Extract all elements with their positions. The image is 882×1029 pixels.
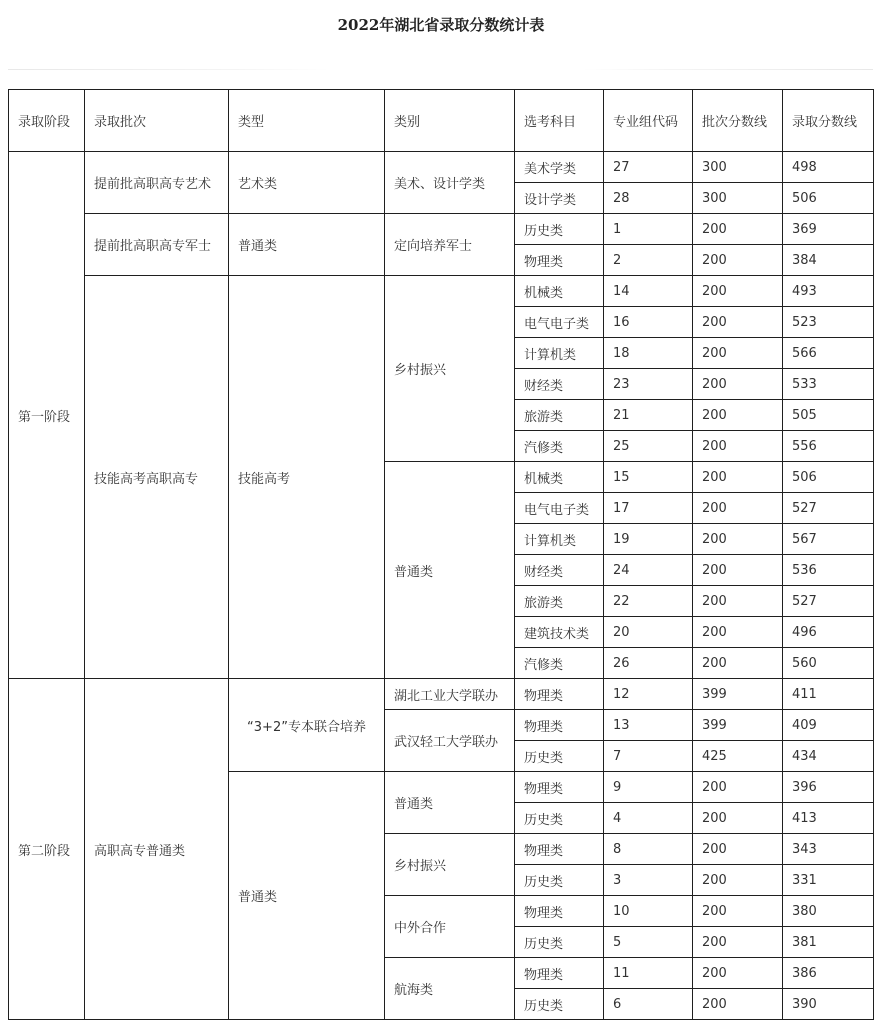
batch-line-cell: 399 (693, 710, 783, 741)
batch-cell: 提前批高职高专军士 (85, 214, 229, 276)
admit-line-cell: 411 (783, 679, 874, 710)
group-code-cell: 24 (604, 555, 693, 586)
subject-cell: 设计学类 (515, 183, 604, 214)
header-category: 类别 (385, 90, 515, 152)
header-batch: 录取批次 (85, 90, 229, 152)
category-cell: 乡村振兴 (385, 276, 515, 462)
subject-cell: 财经类 (515, 555, 604, 586)
group-code-cell: 13 (604, 710, 693, 741)
stage-cell: 第一阶段 (9, 152, 85, 679)
group-code-cell: 18 (604, 338, 693, 369)
subject-cell: 电气电子类 (515, 307, 604, 338)
batch-line-cell: 200 (693, 865, 783, 896)
group-code-cell: 2 (604, 245, 693, 276)
subject-cell: 旅游类 (515, 586, 604, 617)
group-code-cell: 21 (604, 400, 693, 431)
batch-line-cell: 200 (693, 276, 783, 307)
admit-line-cell: 527 (783, 586, 874, 617)
admit-line-cell: 536 (783, 555, 874, 586)
group-code-cell: 15 (604, 462, 693, 493)
page-title: 2022年湖北省录取分数统计表 (337, 16, 545, 35)
category-cell: 武汉轻工大学联办 (385, 710, 515, 772)
category-cell: 乡村振兴 (385, 834, 515, 896)
admit-line-cell: 380 (783, 896, 874, 927)
admit-line-cell: 506 (783, 462, 874, 493)
admit-line-cell: 381 (783, 927, 874, 958)
admit-line-cell: 523 (783, 307, 874, 338)
admit-line-cell: 498 (783, 152, 874, 183)
group-code-cell: 20 (604, 617, 693, 648)
batch-line-cell: 200 (693, 617, 783, 648)
category-cell: 普通类 (385, 462, 515, 679)
group-code-cell: 8 (604, 834, 693, 865)
group-code-cell: 10 (604, 896, 693, 927)
subject-cell: 历史类 (515, 741, 604, 772)
group-code-cell: 22 (604, 586, 693, 617)
type-cell: 技能高考 (229, 276, 385, 679)
batch-line-cell: 425 (693, 741, 783, 772)
score-table (8, 89, 874, 1020)
subject-cell: 物理类 (515, 679, 604, 710)
batch-line-cell: 399 (693, 679, 783, 710)
group-code-cell: 27 (604, 152, 693, 183)
admit-line-cell: 369 (783, 214, 874, 245)
subject-cell: 建筑技术类 (515, 617, 604, 648)
batch-line-cell: 200 (693, 648, 783, 679)
subject-cell: 计算机类 (515, 338, 604, 369)
group-code-cell: 5 (604, 927, 693, 958)
group-code-cell: 4 (604, 803, 693, 834)
batch-line-cell: 200 (693, 431, 783, 462)
batch-line-cell: 200 (693, 896, 783, 927)
batch-line-cell: 200 (693, 586, 783, 617)
batch-cell: 技能高考高职高专 (85, 276, 229, 679)
admit-line-cell: 343 (783, 834, 874, 865)
batch-line-cell: 200 (693, 524, 783, 555)
header-subject: 选考科目 (515, 90, 604, 152)
batch-line-cell: 200 (693, 462, 783, 493)
admit-line-cell: 384 (783, 245, 874, 276)
batch-line-cell: 200 (693, 927, 783, 958)
type-cell: 普通类 (229, 772, 385, 1020)
category-cell: 普通类 (385, 772, 515, 834)
subject-cell: 历史类 (515, 865, 604, 896)
table-row (9, 214, 874, 245)
type-cell: 普通类 (229, 214, 385, 276)
header-batch-line: 批次分数线 (693, 90, 783, 152)
batch-line-cell: 300 (693, 183, 783, 214)
group-code-cell: 11 (604, 958, 693, 989)
category-cell: 湖北工业大学联办 (385, 679, 515, 710)
group-code-cell: 26 (604, 648, 693, 679)
batch-line-cell: 200 (693, 369, 783, 400)
subject-cell: 计算机类 (515, 524, 604, 555)
admit-line-cell: 527 (783, 493, 874, 524)
subject-cell: 汽修类 (515, 648, 604, 679)
admit-line-cell: 505 (783, 400, 874, 431)
admit-line-cell: 413 (783, 803, 874, 834)
batch-cell: 高职高专普通类 (85, 679, 229, 1020)
admit-line-cell: 556 (783, 431, 874, 462)
group-code-cell: 9 (604, 772, 693, 803)
admit-line-cell: 566 (783, 338, 874, 369)
batch-line-cell: 200 (693, 958, 783, 989)
table-row (9, 276, 874, 307)
batch-cell: 提前批高职高专艺术 (85, 152, 229, 214)
subject-cell: 汽修类 (515, 431, 604, 462)
divider-left (8, 69, 330, 70)
subject-cell: 物理类 (515, 896, 604, 927)
table-row (9, 152, 874, 183)
subject-cell: 物理类 (515, 834, 604, 865)
group-code-cell: 28 (604, 183, 693, 214)
stage-cell: 第二阶段 (9, 679, 85, 1020)
admit-line-cell: 533 (783, 369, 874, 400)
type-cell: 艺术类 (229, 152, 385, 214)
category-cell: 中外合作 (385, 896, 515, 958)
group-code-cell: 7 (604, 741, 693, 772)
batch-line-cell: 200 (693, 307, 783, 338)
admit-line-cell: 506 (783, 183, 874, 214)
subject-cell: 历史类 (515, 214, 604, 245)
subject-cell: 物理类 (515, 245, 604, 276)
group-code-cell: 12 (604, 679, 693, 710)
batch-line-cell: 200 (693, 803, 783, 834)
batch-line-cell: 200 (693, 245, 783, 276)
batch-line-cell: 200 (693, 555, 783, 586)
subject-cell: 美术学类 (515, 152, 604, 183)
group-code-cell: 6 (604, 989, 693, 1020)
admit-line-cell: 560 (783, 648, 874, 679)
batch-line-cell: 200 (693, 493, 783, 524)
subject-cell: 历史类 (515, 989, 604, 1020)
batch-line-cell: 200 (693, 214, 783, 245)
type-cell: “3+2”专本联合培养 (229, 679, 385, 772)
group-code-cell: 14 (604, 276, 693, 307)
group-code-cell: 17 (604, 493, 693, 524)
divider-right (583, 69, 873, 70)
group-code-cell: 16 (604, 307, 693, 338)
group-code-cell: 19 (604, 524, 693, 555)
header-group-code: 专业组代码 (604, 90, 693, 152)
category-cell: 定向培养军士 (385, 214, 515, 276)
subject-cell: 财经类 (515, 369, 604, 400)
admit-line-cell: 493 (783, 276, 874, 307)
group-code-cell: 23 (604, 369, 693, 400)
admit-line-cell: 434 (783, 741, 874, 772)
table-row (9, 679, 874, 710)
group-code-cell: 1 (604, 214, 693, 245)
batch-line-cell: 300 (693, 152, 783, 183)
subject-cell: 物理类 (515, 710, 604, 741)
admit-line-cell: 386 (783, 958, 874, 989)
header-stage: 录取阶段 (9, 90, 85, 152)
group-code-cell: 25 (604, 431, 693, 462)
batch-line-cell: 200 (693, 400, 783, 431)
subject-cell: 历史类 (515, 803, 604, 834)
batch-line-cell: 200 (693, 772, 783, 803)
admit-line-cell: 496 (783, 617, 874, 648)
batch-line-cell: 200 (693, 834, 783, 865)
admit-line-cell: 567 (783, 524, 874, 555)
subject-cell: 电气电子类 (515, 493, 604, 524)
category-cell: 航海类 (385, 958, 515, 1020)
admit-line-cell: 331 (783, 865, 874, 896)
subject-cell: 机械类 (515, 276, 604, 307)
admit-line-cell: 390 (783, 989, 874, 1020)
admit-line-cell: 409 (783, 710, 874, 741)
admit-line-cell: 396 (783, 772, 874, 803)
header-type: 类型 (229, 90, 385, 152)
category-cell: 美术、设计学类 (385, 152, 515, 214)
subject-cell: 历史类 (515, 927, 604, 958)
table-header-row (9, 90, 874, 152)
subject-cell: 旅游类 (515, 400, 604, 431)
batch-line-cell: 200 (693, 338, 783, 369)
group-code-cell: 3 (604, 865, 693, 896)
subject-cell: 机械类 (515, 462, 604, 493)
subject-cell: 物理类 (515, 958, 604, 989)
subject-cell: 物理类 (515, 772, 604, 803)
batch-line-cell: 200 (693, 989, 783, 1020)
header-admit-line: 录取分数线 (783, 90, 874, 152)
